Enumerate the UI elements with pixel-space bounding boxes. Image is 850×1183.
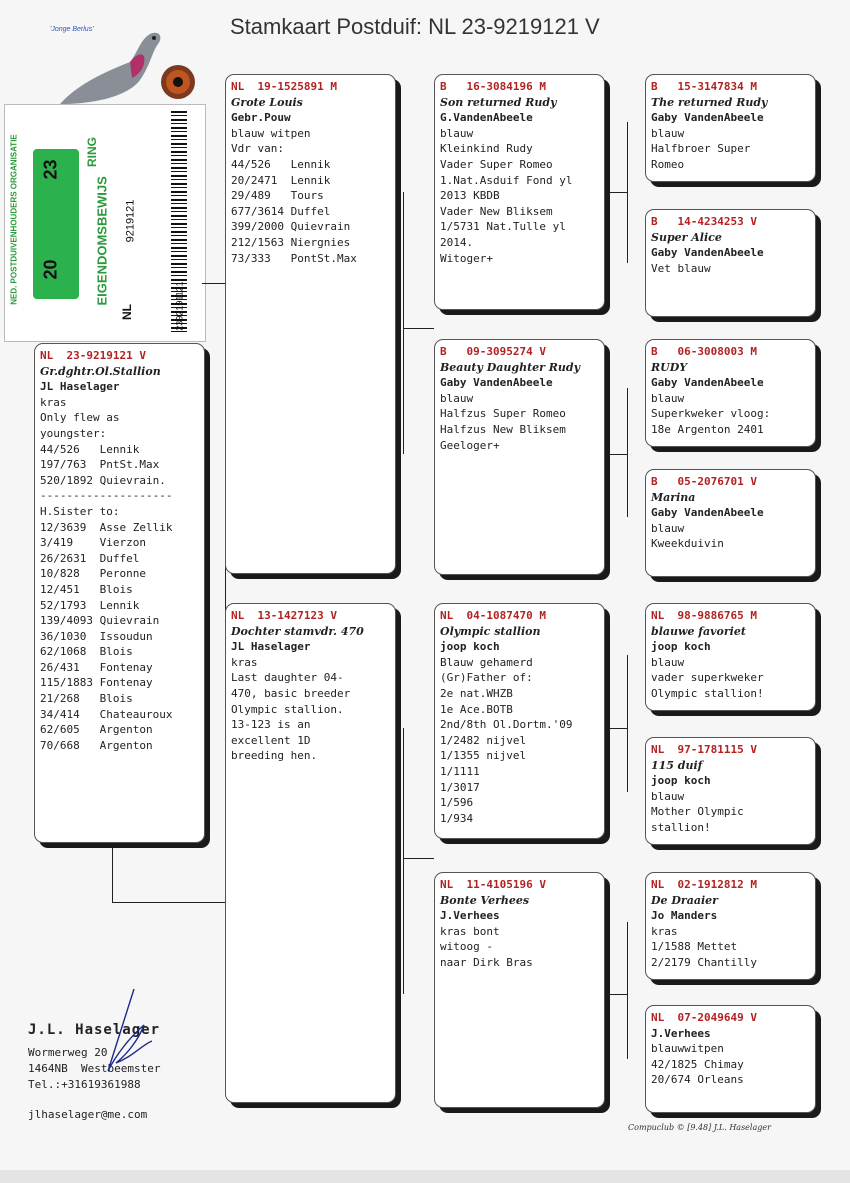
pigeon-name: Grote Louis — [231, 95, 303, 109]
ring-number: NL 04-1087470 M — [440, 609, 546, 622]
certificate-label: EIGENDOMSBEWIJS — [94, 176, 110, 306]
breeder-name: JL Haselager — [40, 380, 120, 394]
pigeon-note-line: Mother Olympic — [651, 805, 744, 819]
breeder-name: G.VandenAbeele — [440, 111, 533, 125]
pigeon-name: Olympic stallion — [440, 624, 541, 638]
connector-line — [627, 388, 628, 517]
pigeon-note-line: 212/1563 Niergnies — [231, 235, 351, 249]
pigeon-note-line: naar Dirk Bras — [440, 955, 533, 969]
pigeon-note-line: 2013 KBDB — [440, 189, 500, 203]
pigeon-note-line: Halfbroer Super — [651, 142, 751, 156]
pigeon-note-line: 26/431 Fontenay — [40, 660, 153, 674]
pigeon-card-fff — [645, 74, 816, 182]
pigeon-card-mmm — [645, 1005, 816, 1113]
ring-number: NL 98-9886765 M — [651, 609, 757, 622]
breeder-name: Gaby VandenAbeele — [651, 246, 764, 260]
pigeon-note-line: 20/674 Orleans — [651, 1073, 744, 1087]
pigeon-note-line: Vader Super Romeo — [440, 157, 553, 171]
pigeon-note-line: 36/1030 Issoudun — [40, 629, 153, 643]
page-title: Stamkaart Postduif: NL 23-9219121 V — [230, 14, 600, 39]
ring-number: B 14-4234253 V — [651, 215, 757, 228]
pigeon-note-line: excellent 1D — [231, 733, 311, 747]
ring-number: NL 11-4105196 V — [440, 878, 546, 891]
certificate-country: NL — [120, 304, 134, 320]
connector-line — [403, 728, 404, 994]
owner-address-line-2: 1464NB Westbeemster — [28, 1062, 161, 1075]
pigeon-note-line: 34/414 Chateauroux — [40, 707, 173, 721]
breeder-name: Gaby VandenAbeele — [440, 376, 553, 390]
pigeon-note-line: Halfzus Super Romeo — [440, 407, 566, 421]
pigeon-note-line: blauw — [651, 391, 685, 405]
connector-line — [608, 454, 628, 455]
pigeon-note-line: 1/934 — [440, 811, 474, 825]
owner-address-line-1: Wormerweg 20 — [28, 1046, 108, 1059]
connector-line — [403, 192, 404, 454]
connector-line — [202, 283, 225, 284]
pigeon-note-line: 62/605 Argenton — [40, 723, 153, 737]
pigeon-note-line: 12/3639 Asse Zellik — [40, 520, 173, 534]
pigeon-note-line: 29/489 Tours — [231, 189, 324, 203]
ring-number: NL 07-2049649 V — [651, 1011, 757, 1024]
pigeon-note-line: 197/763 PntSt.Max — [40, 458, 160, 472]
pigeon-name: Dochter stamvdr. 470 — [231, 624, 364, 638]
certificate-org: NED. POSTDUIVENHOUDERS ORGANISATIE — [9, 134, 19, 305]
ownership-certificate — [4, 104, 206, 342]
pigeon-note-line: 20/2471 Lennik — [231, 173, 331, 187]
pigeon-note-line: Blauw gehamerd — [440, 655, 533, 669]
breeder-name: Jo Manders — [651, 909, 718, 923]
pigeon-note-line: 1/1355 nijvel — [440, 749, 527, 763]
pigeon-note-line: blauw — [651, 126, 685, 140]
pigeon-note-line: blauw — [651, 655, 685, 669]
pigeon-note-line: stallion! — [651, 820, 711, 834]
pigeon-note-line: H.Sister to: — [40, 504, 120, 518]
pigeon-name: 115 duif — [651, 758, 703, 772]
pigeon-note-line: 1/1111 — [440, 764, 480, 778]
pigeon-card-mother — [225, 603, 396, 1103]
pigeon-card-mff — [645, 603, 816, 711]
pigeon-note-line: 677/3614 Duffel — [231, 204, 331, 218]
breeder-name: joop koch — [440, 640, 500, 654]
breeder-name: JL Haselager — [231, 640, 311, 654]
pigeon-note-line: blauw — [440, 126, 474, 140]
ring-number: NL 97-1781115 V — [651, 743, 757, 756]
pigeon-card-fmf — [645, 339, 816, 447]
owner-email: jlhaselager@me.com — [28, 1108, 148, 1121]
pigeon-note-line: 12/451 Blois — [40, 582, 133, 596]
pigeon-note-line: 70/668 Argenton — [40, 738, 153, 752]
pigeon-note-line: 62/1068 Blois — [40, 645, 133, 659]
pigeon-name: Marina — [651, 490, 696, 504]
certificate-year-left: 20 — [40, 259, 61, 280]
pigeon-note-line: kras — [40, 395, 67, 409]
connector-line — [403, 858, 434, 859]
breeder-name: J.Verhees — [651, 1026, 711, 1040]
pigeon-note-line: Geeloger+ — [440, 438, 500, 452]
pigeon-card-fm — [434, 339, 605, 575]
pigeon-note-line: 1/5731 Nat.Tulle yl — [440, 220, 566, 234]
ring-number: B 15-3147834 M — [651, 80, 757, 93]
certificate-year-right: 23 — [40, 159, 61, 180]
pigeon-note-line: Witoger+ — [440, 251, 493, 265]
pigeon-name: Son returned Rudy — [440, 95, 557, 109]
pigeon-note-line: (Gr)Father of: — [440, 671, 533, 685]
pigeon-note-line: 13-123 is an — [231, 718, 311, 732]
breeder-name: joop koch — [651, 774, 711, 788]
pigeon-note-line: blauw — [651, 789, 685, 803]
pigeon-note-line: Halfzus New Bliksem — [440, 422, 566, 436]
connector-line — [608, 728, 628, 729]
breeder-name: Gaby VandenAbeele — [651, 111, 764, 125]
pigeon-note-line: kras bont — [440, 924, 500, 938]
pigeon-name: Super Alice — [651, 230, 722, 244]
pigeon-note-line: Vader New Bliksem — [440, 204, 553, 218]
barcode-text: 2392191121 — [174, 281, 185, 331]
pigeon-note-line: Kleinkind Rudy — [440, 142, 533, 156]
pigeon-note-line: vader superkweker — [651, 671, 764, 685]
ring-number: B 06-3008003 M — [651, 345, 757, 358]
pigeon-logo — [40, 22, 198, 108]
owner-signature — [86, 985, 166, 1075]
pigeon-name: Beauty Daughter Rudy — [440, 360, 581, 374]
pigeon-note-line: 52/1793 Lennik — [40, 598, 140, 612]
connector-line — [608, 192, 628, 193]
pigeon-note-line: Vdr van: — [231, 142, 284, 156]
breeder-name: Gebr.Pouw — [231, 111, 291, 125]
pigeon-card-mm — [434, 872, 605, 1108]
pigeon-name: Gr.dghtr.Ol.Stallion — [40, 364, 161, 378]
pigeon-note-line: 18e Argenton 2401 — [651, 422, 764, 436]
pigeon-note-line: 2/2179 Chantilly — [651, 955, 757, 969]
connector-line — [403, 328, 434, 329]
pigeon-note-line: Superkweker vloog: — [651, 407, 771, 421]
pigeon-card-father — [225, 74, 396, 574]
pigeon-note-line: Romeo — [651, 157, 685, 171]
pigeon-note-line: witoog - — [440, 940, 493, 954]
pigeon-note-line: 139/4093 Quievrain — [40, 614, 160, 628]
pigeon-note-line: 1.Nat.Asduif Fond yl — [440, 173, 573, 187]
pigeon-card-mfm — [645, 737, 816, 845]
connector-line — [112, 843, 113, 902]
certificate-green-panel — [33, 149, 79, 299]
pigeon-note-line: 115/1883 Fontenay — [40, 676, 153, 690]
breeder-name: Gaby VandenAbeele — [651, 376, 764, 390]
connector-line — [608, 994, 628, 995]
connector-line — [627, 922, 628, 1059]
breeder-name: joop koch — [651, 640, 711, 654]
pigeon-note-line: Olympic stallion. — [231, 702, 344, 716]
ring-number: NL 19-1525891 M — [231, 80, 337, 93]
pigeon-note-line: Vet blauw — [651, 261, 711, 275]
pigeon-note-line: kras — [651, 924, 678, 938]
pigeon-note-line: 21/268 Blois — [40, 692, 133, 706]
breeder-name: J.Verhees — [440, 909, 500, 923]
pigeon-note-line: breeding hen. — [231, 749, 318, 763]
pigeon-note-line: 10/828 Peronne — [40, 567, 146, 581]
certificate-number: 9219121 — [124, 199, 137, 243]
pigeon-note-line: youngster: — [40, 426, 107, 440]
pigeon-card-mf — [434, 603, 605, 839]
pigeon-note-line: Last daughter 04- — [231, 671, 344, 685]
pigeon-note-line: 2014. — [440, 235, 474, 249]
ring-number: NL 13-1427123 V — [231, 609, 337, 622]
ring-number: B 05-2076701 V — [651, 475, 757, 488]
connector-line — [627, 655, 628, 792]
pigeon-name: De Draaier — [651, 893, 718, 907]
certificate-ring-word: RING — [85, 137, 99, 167]
pigeon-note-line: blauw — [651, 521, 685, 535]
pigeon-note-line: 470, basic breeder — [231, 686, 351, 700]
pigeon-note-line: 42/1825 Chimay — [651, 1057, 744, 1071]
pigeon-note-line: kras — [231, 655, 258, 669]
pigeon-note-line: -------------------- — [40, 489, 173, 503]
pigeon-card-subject — [34, 343, 205, 843]
logo-caption: 'Jonge Berlus' — [50, 26, 94, 33]
pigeon-note-line: 520/1892 Quievrain. — [40, 473, 166, 487]
pigeon-note-line: 2e nat.WHZB — [440, 686, 513, 700]
pigeon-name: The returned Rudy — [651, 95, 768, 109]
pigeon-name: RUDY — [651, 360, 688, 374]
pigeon-note-line: 73/333 PontSt.Max — [231, 251, 357, 265]
ring-number: NL 02-1912812 M — [651, 878, 757, 891]
pigeon-note-line: 399/2000 Quievrain — [231, 220, 351, 234]
pigeon-card-ffm — [645, 209, 816, 317]
pigeon-note-line: 44/526 Lennik — [40, 442, 140, 456]
owner-name: J.L. Haselager — [28, 1022, 161, 1038]
ring-number: B 16-3084196 M — [440, 80, 546, 93]
page-bottom-strip — [0, 1170, 850, 1183]
breeder-name: Gaby VandenAbeele — [651, 506, 764, 520]
pigeon-icon — [40, 22, 198, 108]
pigeon-card-fmm — [645, 469, 816, 577]
pigeon-note-line: 2nd/8th Ol.Dortm.'09 — [440, 718, 573, 732]
ring-number: B 09-3095274 V — [440, 345, 546, 358]
pigeon-note-line: blauw — [440, 391, 474, 405]
pigeon-note-line: 26/2631 Duffel — [40, 551, 140, 565]
pigeon-note-line: Kweekduivin — [651, 537, 724, 551]
pigeon-note-line: 1/3017 — [440, 780, 480, 794]
pigeon-name: Bonte Verhees — [440, 893, 530, 907]
pigeon-note-line: 3/419 Vierzon — [40, 536, 146, 550]
pigeon-card-mmf — [645, 872, 816, 980]
pigeon-note-line: 1/2482 nijvel — [440, 733, 527, 747]
pigeon-note-line: blauw witpen — [231, 126, 311, 140]
pigeon-note-line: 1e Ace.BOTB — [440, 702, 513, 716]
pigeon-name: blauwe favoriet — [651, 624, 746, 638]
pigeon-card-ff — [434, 74, 605, 310]
connector-line — [112, 902, 226, 903]
pigeon-note-line: 44/526 Lennik — [231, 157, 331, 171]
pigeon-note-line: 1/1588 Mettet — [651, 940, 738, 954]
software-credit: Compuclub © [9.48] J.L. Haselager — [628, 1123, 771, 1132]
ring-number: NL 23-9219121 V — [40, 349, 146, 362]
pigeon-note-line: Olympic stallion! — [651, 686, 764, 700]
pigeon-note-line: blauwwitpen — [651, 1042, 724, 1056]
owner-phone: Tel.:+31619361988 — [28, 1078, 141, 1091]
pigeon-note-line: 1/596 — [440, 796, 474, 810]
pigeon-note-line: Only flew as — [40, 411, 120, 425]
